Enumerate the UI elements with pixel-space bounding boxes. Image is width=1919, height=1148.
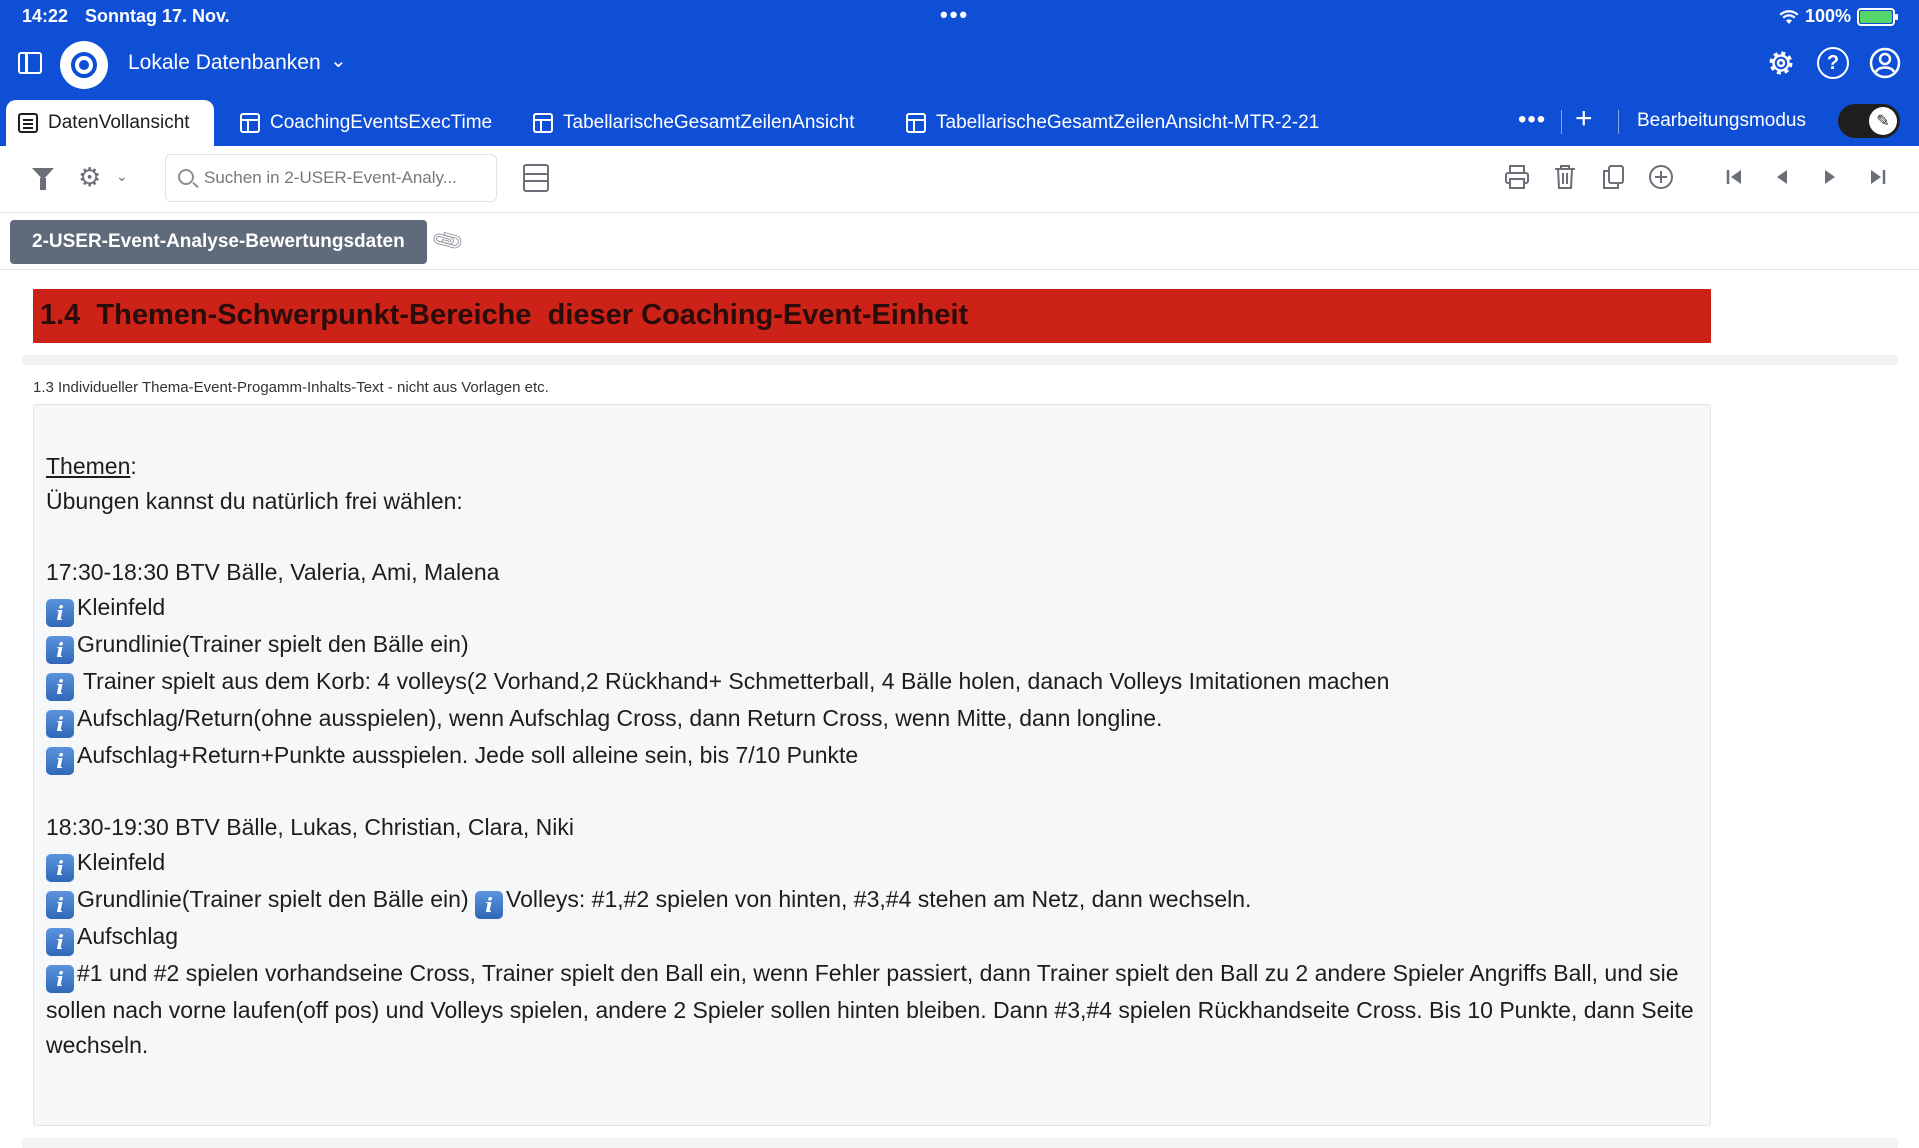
list-item-text: Grundlinie(Trainer spielt den Bälle ein) xyxy=(77,886,476,913)
status-date: Sonntag 17. Nov. xyxy=(85,6,230,26)
view-tabs xyxy=(0,96,1919,146)
first-record-icon[interactable] xyxy=(1720,162,1748,192)
field-label: 1.3 Individueller Thema-Event-Progamm-Inhalts-Text - nicht aus Vorlagen etc. xyxy=(33,379,549,396)
sidebar-toggle-icon[interactable] xyxy=(18,52,42,74)
tab-label: TabellarischeGesamtZeilenAnsicht xyxy=(563,112,855,133)
intro-line: Übungen kannst du natürlich frei wählen: xyxy=(46,488,463,515)
themen-label: Themen xyxy=(46,453,131,479)
next-record-icon[interactable] xyxy=(1816,162,1844,192)
help-icon[interactable]: ? xyxy=(1817,47,1849,79)
record-navigation xyxy=(1720,162,1892,192)
section-header: 1.4 Themen-Schwerpunkt-Bereiche dieser Coaching-Event-Einheit xyxy=(33,289,1711,343)
group2-title: 18:30-19:30 BTV Bälle, Lukas, Christian, Clara, Niki xyxy=(46,813,574,840)
program-text-field[interactable] xyxy=(33,404,1711,1126)
trash-icon[interactable] xyxy=(1551,162,1579,192)
layout-icon[interactable] xyxy=(523,164,549,192)
tab-datenvollansicht[interactable] xyxy=(6,100,214,146)
list-item xyxy=(46,919,1698,956)
battery-percent: 100% xyxy=(1804,6,1851,26)
info-icon: i xyxy=(46,928,74,956)
info-icon: i xyxy=(46,710,74,738)
last-record-icon[interactable] xyxy=(1864,162,1892,192)
app-logo[interactable] xyxy=(60,41,108,89)
list-item-text: Kleinfeld xyxy=(77,849,166,876)
info-icon: i xyxy=(46,854,74,882)
list-item xyxy=(46,845,1698,882)
battery-icon xyxy=(1857,8,1895,26)
themen-colon: : xyxy=(130,453,137,479)
chevron-down-icon[interactable]: ⌄ xyxy=(116,168,128,184)
info-icon: i xyxy=(46,636,74,664)
filter-icon[interactable] xyxy=(32,168,54,180)
list-item-text: Trainer spielt aus dem Korb: 4 volleys(2 Vorhand,2 Rückhand+ Schmetterball, 4 Bälle holen, danach Volleys Imitationen machen xyxy=(77,667,1390,694)
list-item xyxy=(46,701,1698,738)
gear-icon[interactable]: ⚙ xyxy=(78,162,102,192)
settings-gear-icon[interactable] xyxy=(1765,47,1797,79)
status-time: 14:22 xyxy=(22,6,69,26)
info-icon: i xyxy=(475,891,503,919)
list-item xyxy=(46,590,1698,627)
list-item xyxy=(46,738,1698,775)
edit-mode-toggle[interactable] xyxy=(1838,104,1900,138)
divider xyxy=(1618,110,1619,134)
add-tab-icon[interactable]: + xyxy=(1575,102,1593,135)
tab-label: DatenVollansicht xyxy=(48,112,190,133)
document-icon xyxy=(18,113,38,133)
logo-ring-icon xyxy=(71,52,97,78)
print-icon[interactable] xyxy=(1503,162,1531,192)
table-icon xyxy=(533,113,553,133)
tab-label: CoachingEventsExecTime xyxy=(270,112,493,133)
duplicate-icon[interactable] xyxy=(1599,162,1627,192)
list-item-text: #1 und #2 spielen vorhandseine Cross, Trainer spielt den Ball ein, wenn Fehler passiert, dann Trainer spielt den Ball zu 2 andere Spieler Angriffs Ball, und sie sollen nach vorne laufen(off pos) und Volleys spielen, andere 2 Spieler sollen hinten bleiben. Dann #3,#4 spielen Rückhandseite Cross. Bis 10 Punkte, dann Seite wechseln. xyxy=(46,960,1694,1059)
record-content xyxy=(0,271,1919,1148)
info-icon: i xyxy=(46,599,74,627)
multitasking-dots-icon[interactable]: ••• xyxy=(940,2,970,27)
list-item xyxy=(46,627,1698,664)
account-icon[interactable] xyxy=(1869,47,1901,79)
list-item-text: Kleinfeld xyxy=(77,593,166,620)
tab-tabellarischegesamtzeilenansicht-mtr[interactable] xyxy=(894,100,1331,146)
paperclip-icon[interactable]: 📎︎ xyxy=(429,222,467,259)
blank-line xyxy=(46,775,1698,810)
battery-level xyxy=(1860,11,1892,23)
tab-label: TabellarischeGesamtZeilenAnsicht-MTR-2-21 xyxy=(936,112,1320,133)
record-bar xyxy=(0,214,1919,270)
header-actions xyxy=(1765,47,1901,79)
themen-line xyxy=(46,449,1698,484)
list-item xyxy=(46,956,1698,1063)
status-right xyxy=(1779,6,1895,27)
info-icon: i xyxy=(46,747,74,775)
list-item xyxy=(46,664,1698,701)
list-item-text: Volleys: #1,#2 spielen von hinten, #3,#4 stehen am Netz, dann wechseln. xyxy=(506,886,1252,913)
info-icon: i xyxy=(46,965,74,993)
list-item xyxy=(46,882,1698,919)
tab-tabellarischegesamtzeilenansicht[interactable] xyxy=(521,100,866,146)
table-name-tab[interactable]: 2-USER-Event-Analyse-Bewertungsdaten xyxy=(10,220,427,264)
info-icon: i xyxy=(46,673,74,701)
status-bar xyxy=(0,0,1919,34)
search-box xyxy=(165,154,497,202)
previous-record-icon[interactable] xyxy=(1768,162,1796,192)
record-toolbar xyxy=(0,146,1919,213)
add-record-icon[interactable] xyxy=(1647,162,1675,192)
database-title[interactable]: Lokale Datenbanken xyxy=(128,51,321,74)
search-icon xyxy=(178,169,194,185)
table-icon xyxy=(906,113,926,133)
list-item-text: Aufschlag xyxy=(77,923,179,950)
more-tabs-icon[interactable]: ••• xyxy=(1518,106,1547,133)
list-item-text: Grundlinie(Trainer spielt den Bälle ein) xyxy=(77,630,469,657)
info-icon: i xyxy=(46,891,74,919)
blank-line xyxy=(46,519,1698,554)
tab-coachingeventsexectime[interactable] xyxy=(228,100,504,146)
group1-title: 17:30-18:30 BTV Bälle, Valeria, Ami, Malena xyxy=(46,558,500,585)
wrench-icon: ✎ xyxy=(1869,107,1897,135)
list-item-text: Aufschlag+Return+Punkte ausspielen. Jede soll alleine sein, bis 7/10 Punkte xyxy=(77,741,859,768)
edit-mode-label: Bearbeitungsmodus xyxy=(1637,110,1806,131)
wifi-icon xyxy=(1779,9,1799,25)
divider xyxy=(1561,110,1562,134)
table-icon xyxy=(240,113,260,133)
list-item-text: Aufschlag/Return(ohne ausspielen), wenn Aufschlag Cross, dann Return Cross, wenn Mitte, dann longline. xyxy=(77,704,1163,731)
nav-row xyxy=(0,38,1919,94)
app-header xyxy=(0,0,1919,96)
record-actions xyxy=(1503,162,1675,192)
chevron-down-icon[interactable]: ⌄ xyxy=(330,50,347,72)
section-divider xyxy=(22,355,1898,365)
search-input[interactable] xyxy=(204,165,489,191)
section-divider xyxy=(22,1138,1898,1148)
